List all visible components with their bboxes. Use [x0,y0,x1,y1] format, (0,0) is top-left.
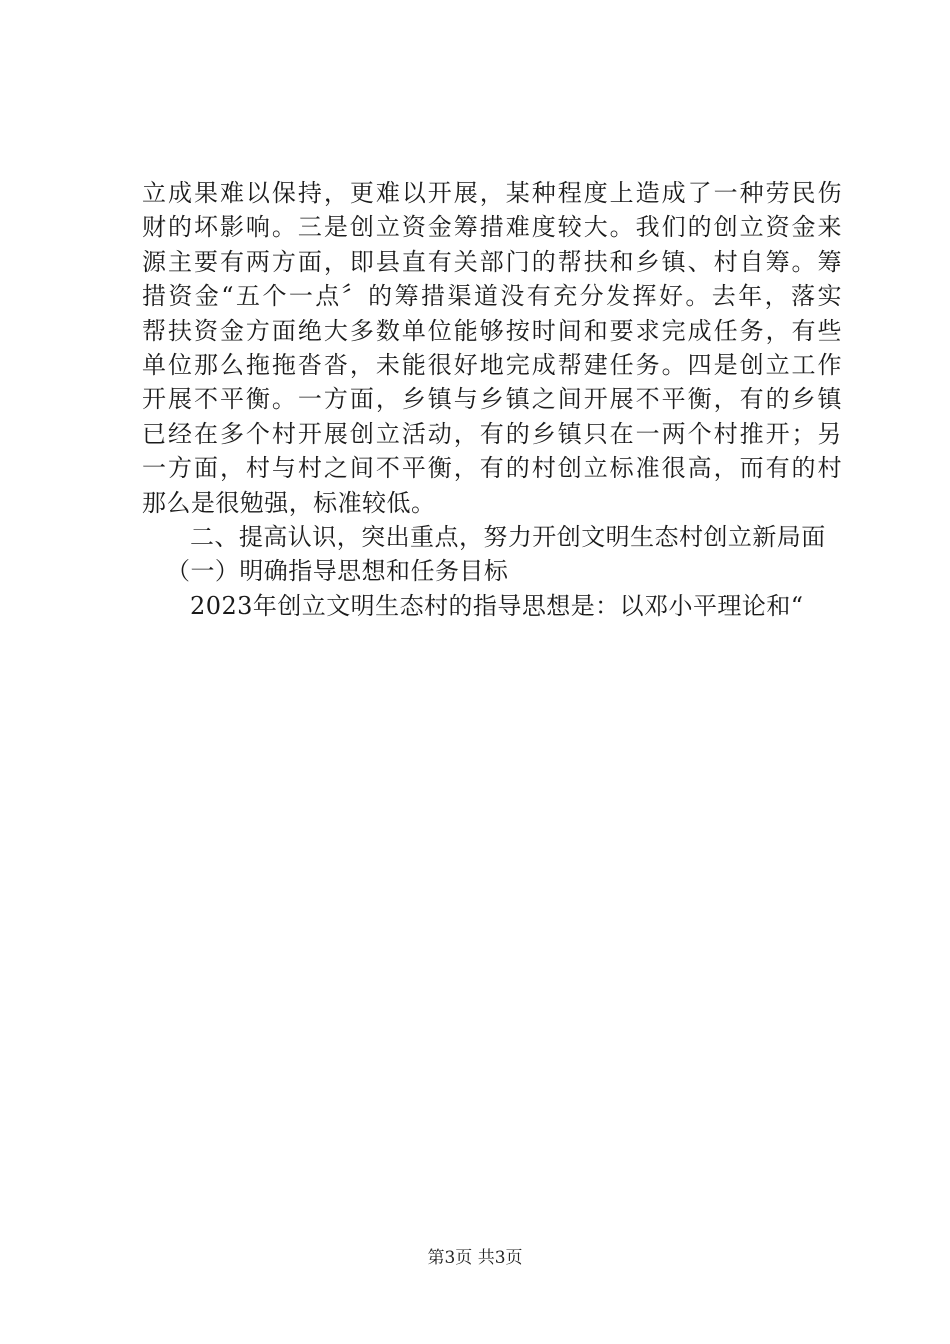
paragraph-start: 2023年创立文明生态村的指导思想是：以邓小平理论和“ [190,591,804,620]
text-line-2: 财的坏影响。三是创立资金筹措难度较大。我们的创立资金来 [142,213,842,242]
text-line-7: 开展不平衡。一方面，乡镇与乡镇之间开展不平衡，有的乡镇 [142,385,842,414]
text-line-9: 一方面，村与村之间不平衡，有的村创立标准很高，而有的村 [142,454,842,483]
document-body [142,176,842,623]
page-number-footer: 第3页 共3页 [427,1248,523,1268]
text-line-3: 源主要有两方面，即县直有关部门的帮扶和乡镇、村自筹。筹 [142,247,842,276]
section-heading: 二、提高认识，突出重点，努力开创文明生态村创立新局面 [190,522,826,551]
text-line-1: 立成果难以保持，更难以开展，某种程度上造成了一种劳民伤 [142,179,842,207]
text-line-5: 帮扶资金方面绝大多数单位能够按时间和要求完成任务，有些 [142,316,842,345]
text-line-10: 那么是很勉强，标准较低。 [142,488,436,517]
subsection-heading: （一）明确指导思想和任务目标 [166,557,509,586]
text-line-8: 已经在多个村开展创立活动，有的乡镇只在一两个村推开；另 [142,419,842,448]
text-line-4: 措资金“五个一点〞的筹措渠道没有充分发挥好。去年，落实 [142,282,842,311]
text-line-6: 单位那么拖拖沓沓，未能很好地完成帮建任务。四是创立工作 [142,350,842,379]
